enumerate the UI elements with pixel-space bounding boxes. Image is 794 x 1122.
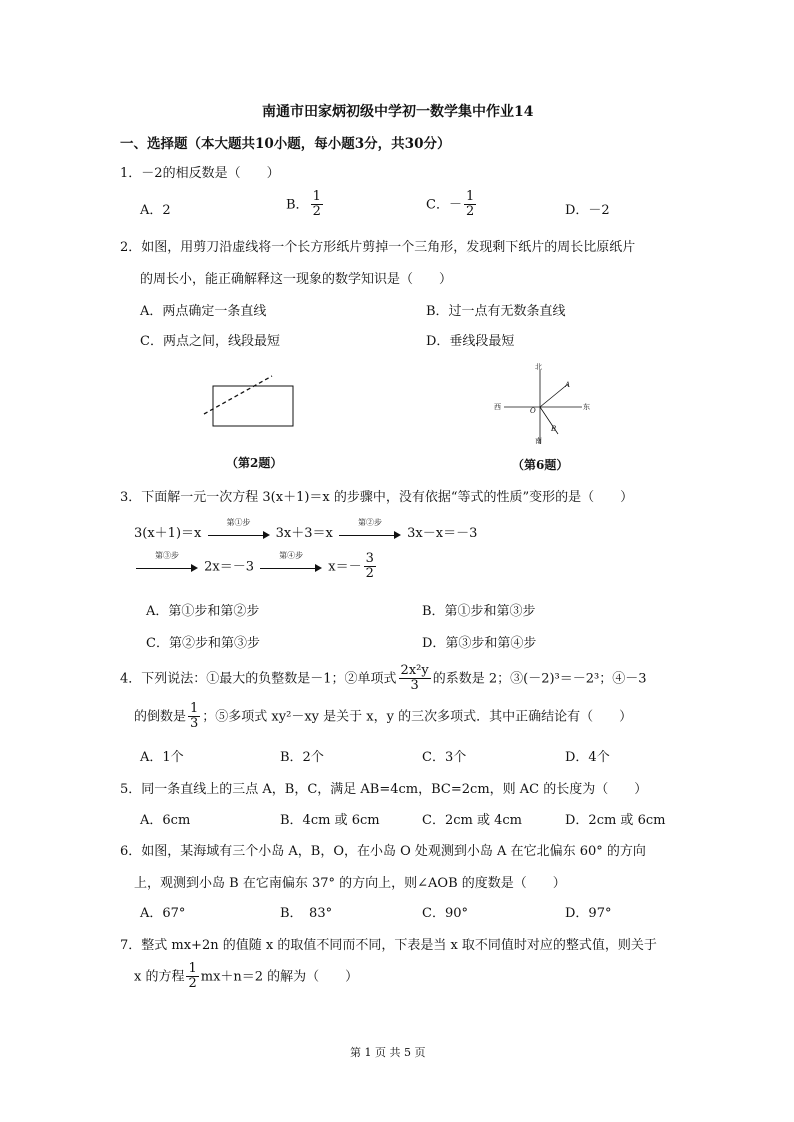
question-4-line1: 4．下列说法：①最大的负整数是－1；②单项式 $\frac{\text{2x²y}}{3}$ 的系数是 2；③(－2)³＝－2³；④－3 (120, 663, 647, 694)
q2-option-c: C．两点之间，线段最短 (140, 334, 280, 349)
q4-option-d: D．4个 (565, 750, 610, 765)
q3-steps-line2: 第③步 2x＝－3 第④步 x＝－ $\frac{3}{2}$ (134, 552, 378, 582)
q4-option-b: B．2个 (280, 750, 324, 765)
q3-option-c: C．第②步和第③步 (146, 636, 260, 651)
question-7-line1: 7．整式 mx+2n 的值随 x 的取值不同而不同，下表是当 x 取不同值时对应的整式值，则关于 (120, 938, 657, 953)
fig6-a-label: A (565, 381, 571, 389)
q3-option-a: A．第①步和第②步 (146, 604, 260, 619)
step-arrow: 第③步 (136, 561, 198, 573)
q6-option-c: C．90° (422, 906, 468, 921)
q2-option-a: A．两点确定一条直线 (140, 304, 267, 319)
question-2-line2: 的周长小，能正确解释这一现象的数学知识是（ ） (140, 272, 453, 287)
question-6-line1: 6．如图，某海域有三个小岛 A，B，O，在小岛 O 处观测到小岛 A 在它北偏东 60° 的方向 (120, 844, 646, 859)
page-title: 南通市田家炳初级中学初一数学集中作业14 (262, 104, 534, 120)
q3-option-b: B．第①步和第③步 (422, 604, 536, 619)
fig6-east-label: 东 (583, 403, 590, 411)
question-1-stem: 1．－2的相反数是（ ） (120, 166, 280, 181)
q1-option-d: D．－2 (565, 203, 610, 218)
q5-option-a: A．6cm (140, 813, 191, 828)
figure-2-rectangle (196, 372, 306, 432)
fig6-north-label: 北 (535, 363, 542, 371)
page-footer: 第 1 页 共 5 页 (350, 1046, 426, 1059)
q1-option-a: A．2 (140, 203, 171, 218)
q6-option-b: B． 83° (280, 906, 333, 921)
figure-2-caption: （第2题） (226, 456, 283, 470)
step-arrow: 第①步 (208, 528, 270, 540)
question-3-stem: 3．下面解一元一次方程 3(x＋1)＝x 的步骤中，没有依据“等式的性质”变形的是（ ） (120, 490, 634, 505)
q1-option-c: C．－ $\frac{1}{2}$ (426, 189, 475, 220)
q5-option-c: C．2cm 或 4cm (422, 813, 522, 828)
fig6-o-label: O (530, 407, 536, 415)
q6-option-a: A．67° (140, 906, 186, 921)
figure-6-compass (488, 362, 598, 450)
fig6-west-label: 西 (494, 403, 501, 411)
q3-option-d: D．第③步和第④步 (422, 636, 537, 651)
q2-option-d: D．垂线段最短 (426, 334, 515, 349)
question-7-line2: x 的方程 $\frac{1}{2}$ mx＋n＝2 的解为（ ） (134, 961, 359, 992)
q5-option-d: D．2cm 或 6cm (565, 813, 666, 828)
step-arrow: 第④步 (260, 561, 322, 573)
step-arrow: 第②步 (339, 528, 401, 540)
figure-6-caption: （第6题） (512, 458, 569, 472)
q4-option-a: A．1个 (140, 750, 184, 765)
question-5-stem: 5．同一条直线上的三点 A，B，C，满足 AB=4cm，BC=2cm，则 AC 的长度为（ ） (120, 782, 648, 797)
q3-steps-line1: 3(x＋1)＝x 第①步 3x＋3＝x 第②步 3x－x＝－3 (134, 517, 478, 541)
question-2-line1: 2．如图，用剪刀沿虚线将一个长方形纸片剪掉一个三角形，发现剩下纸片的周长比原纸片 (120, 240, 636, 255)
fig6-south-label: 南 (535, 437, 542, 445)
question-4-line2: 的倒数是 $\frac{1}{3}$ ；⑤多项式 xy²－xy 是关于 x，y 的三次多项式．其中正确结论有（ ） (134, 701, 633, 732)
section-heading: 一、选择题（本大题共10小题，每小题3分，共30分） (120, 136, 451, 152)
fig6-b-label: B (551, 425, 557, 433)
q4-option-c: C．3个 (422, 750, 467, 765)
q5-option-b: B．4cm 或 6cm (280, 813, 380, 828)
question-6-line2: 上，观测到小岛 B 在它南偏东 37° 的方向上，则∠AOB 的度数是（ ） (134, 876, 566, 891)
q2-option-b: B．过一点有无数条直线 (426, 304, 566, 319)
q6-option-d: D．97° (565, 906, 612, 921)
q1-option-b: B． $\frac{1}{2}$ (286, 189, 321, 220)
